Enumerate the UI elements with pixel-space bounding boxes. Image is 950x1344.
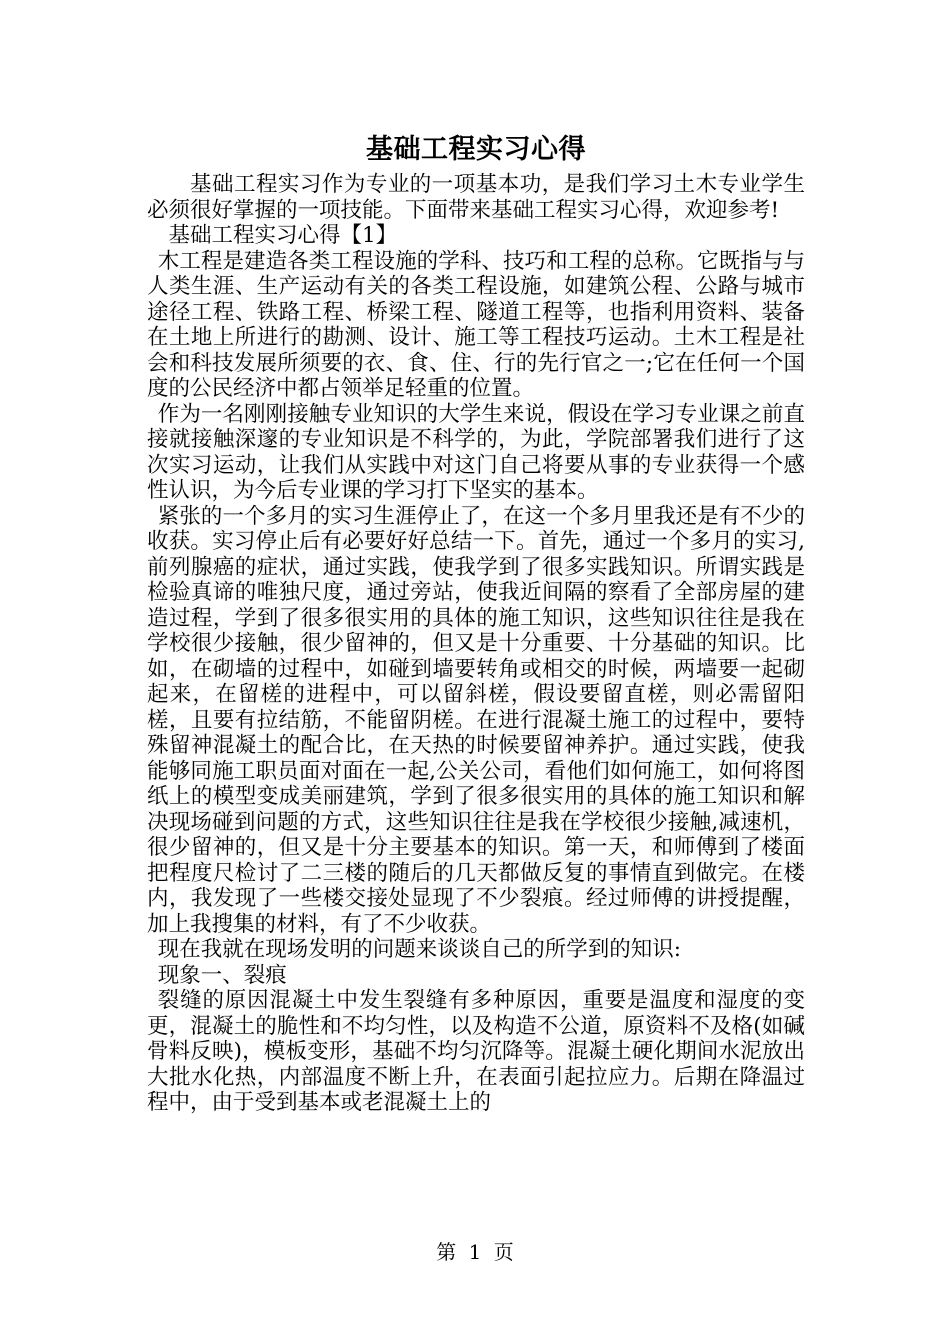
document-body [147,130,805,1116]
body-paragraph-3: 紧张的一个多月的实习生涯停止了，在这一个多月里我还是有不少的收获。实习停止后有必要好好总结一下。首先，通过一个多月的实习,前列腺癌的症状，通过实践，使我学到了很多实践知识。所谓实践是检验真谛的唯独尺度，通过旁站，使我近间隔的察看了全部房屋的建造过程，学到了很多很实用的具体的施工知识，这些知识往往是我在学校很少接触，很少留神的，但又是十分重要、十分基础的知识。比如，在砌墙的过程中，如碰到墙要转角或相交的时候，两墙要一起砌起来，在留槎的进程中，可以留斜槎，假设要留直槎，则必需留阳槎，且要有拉结筋，不能留阴槎。在进行混凝土施工的过程中，要特殊留神混凝土的配合比，在天热的时候要留神养护。通过实践，使我能够同施工职员面对面在一起,公关公司，看他们如何施工，如何将图纸上的模型变成美丽建筑，学到了很多很实用的具体的施工知识和解决现场碰到问题的方式，这些知识往往是我在学校很少接触,减速机，很少留神的，但又是十分主要基本的知识。第一天，和师傅到了楼面把程度尺检讨了二三楼的随后的几天都做反复的事情直到做完。在楼内，我发现了一些楼交接处显现了不少裂痕。经过师傅的讲授提醒，加上我搜集的材料，有了不少收获。 [147,503,805,937]
body-paragraph-1: 木工程是建造各类工程设施的学科、技巧和工程的总称。它既指与与人类生涯、生产运动有关的各类工程设施，如建筑公程、公路与城市途径工程、铁路工程、桥梁工程、隧道工程等，也指利用资料、装备在土地上所进行的勘测、设计、施工等工程技巧运动。土木工程是社会和科技发展所须要的衣、食、住、行的先行官之一;它在任何一个国度的公民经济中都占领举足轻重的位置。 [147,248,805,401]
body-paragraph-2: 作为一名刚刚接触专业知识的大学生来说，假设在学习专业课之前直接就接触深邃的专业知识是不科学的，为此，学院部署我们进行了这次实习运动，让我们从实践中对这门自己将要从事的专业获得一个感性认识，为今后专业课的学习打下坚实的基本。 [147,401,805,503]
subheading-crack: 现象一、裂痕 [157,962,287,988]
section-heading: 基础工程实习心得【1】 [168,223,398,248]
page-number: 第 1 页 [436,1240,514,1264]
body-paragraph-5: 裂缝的原因混凝土中发生裂缝有多种原因，重要是温度和湿度的变更，混凝土的脆性和不均匀性，以及构造不公道，原资料不及格(如碱骨料反映)，模板变形，基础不均匀沉降等。混凝土硬化期间水泥放出大批水化热，内部温度不断上升，在表面引起拉应力。后期在降温过程中，由于受到基本或老混凝土上的 [147,988,805,1115]
body-paragraph-4: 现在我就在现场发明的问题来谈谈自己的所学到的知识: [157,937,681,962]
intro-paragraph: 基础工程实习作为专业的一项基本功，是我们学习土木专业学生必须很好掌握的一项技能。下面带来基础工程实习心得，欢迎参考! [147,172,805,223]
document-title: 基础工程实习心得 [366,134,586,165]
